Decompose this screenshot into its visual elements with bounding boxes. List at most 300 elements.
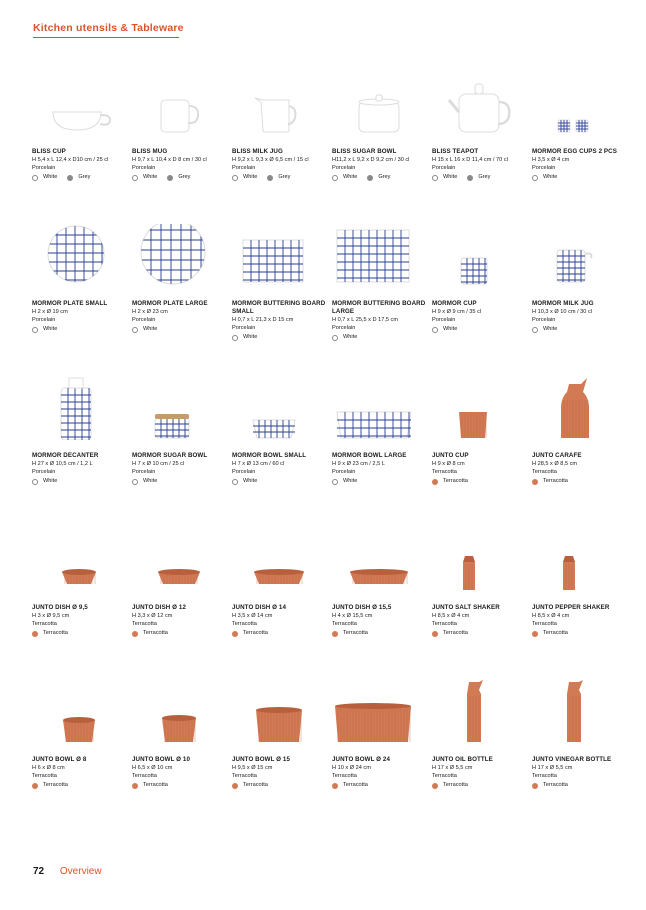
product-card xyxy=(531,72,631,224)
product-meta xyxy=(32,148,130,182)
color-option xyxy=(532,173,557,182)
color-options xyxy=(432,781,530,790)
color-label: Terracotta xyxy=(543,782,568,788)
product-material: Porcelain xyxy=(432,165,456,171)
product-row xyxy=(31,528,631,680)
color-label: White xyxy=(43,326,58,332)
color-swatch xyxy=(532,631,538,637)
color-options xyxy=(132,477,230,486)
dish-icon xyxy=(231,528,327,592)
junto-bowl-icon xyxy=(131,680,227,744)
color-swatch xyxy=(67,175,73,181)
color-label: White xyxy=(443,174,458,180)
color-label: Terracotta xyxy=(43,630,68,636)
product-name: JUNTO BOWL Ø 8 xyxy=(32,756,87,763)
product-name: JUNTO DISH Ø 15,5 xyxy=(332,604,392,611)
product-meta xyxy=(132,148,230,182)
color-option xyxy=(132,629,168,638)
product-meta xyxy=(332,452,430,486)
mug-icon xyxy=(131,72,227,136)
color-option xyxy=(432,629,468,638)
color-label: Terracotta xyxy=(243,782,268,788)
product-card xyxy=(131,680,231,832)
product-card xyxy=(131,72,231,224)
color-option xyxy=(232,173,257,182)
color-option xyxy=(32,173,57,182)
product-dimensions: H 2 x Ø 19 cm xyxy=(32,309,68,315)
color-option xyxy=(467,173,490,182)
color-swatch xyxy=(532,783,538,789)
color-swatch xyxy=(232,335,238,341)
color-options xyxy=(332,781,430,790)
mormor-jug-icon xyxy=(531,224,627,288)
color-label: Terracotta xyxy=(443,630,468,636)
board-small-icon xyxy=(231,224,327,288)
product-card xyxy=(131,224,231,376)
color-options xyxy=(232,333,330,342)
product-name: MORMOR EGG CUPS 2 PCS xyxy=(532,148,617,155)
product-card xyxy=(231,72,331,224)
product-card xyxy=(331,224,431,376)
product-dimensions: H11,2 x L 9,2 x D 9,2 cm / 30 cl xyxy=(332,157,410,163)
product-meta xyxy=(432,756,530,790)
color-option xyxy=(432,477,468,486)
color-swatch xyxy=(432,783,438,789)
color-swatch xyxy=(132,783,138,789)
product-meta xyxy=(232,756,330,790)
color-swatch xyxy=(232,175,238,181)
egg-cups-icon xyxy=(531,72,627,136)
product-meta xyxy=(532,604,630,638)
page-footer xyxy=(33,866,102,877)
product-material: Terracotta xyxy=(332,773,357,779)
product-name: JUNTO CARAFE xyxy=(532,452,582,459)
carafe-icon xyxy=(531,376,627,440)
color-option xyxy=(32,477,57,486)
color-options xyxy=(232,781,330,790)
color-swatch xyxy=(432,631,438,637)
product-card xyxy=(331,680,431,832)
color-option xyxy=(332,173,357,182)
color-swatch xyxy=(332,175,338,181)
product-dimensions: H 17 x Ø 5,5 cm xyxy=(432,765,473,771)
product-meta xyxy=(432,452,530,486)
product-name: BLISS SUGAR BOWL xyxy=(332,148,397,155)
color-swatch xyxy=(32,175,38,181)
product-meta xyxy=(232,148,330,182)
product-dimensions: H 3 x Ø 9,5 cm xyxy=(32,613,70,619)
product-card xyxy=(531,376,631,528)
product-material: Porcelain xyxy=(332,165,356,171)
color-options xyxy=(432,629,530,638)
product-dimensions: H 6,5 x Ø 10 cm xyxy=(132,765,173,771)
product-row xyxy=(31,376,631,528)
color-option xyxy=(132,325,157,334)
product-card xyxy=(431,72,531,224)
color-label: Terracotta xyxy=(543,630,568,636)
color-label: White xyxy=(243,174,258,180)
product-meta xyxy=(32,300,130,334)
pepper-shaker-icon xyxy=(531,528,627,592)
product-material: Porcelain xyxy=(32,317,56,323)
dish-icon xyxy=(331,528,427,592)
color-swatch xyxy=(267,175,273,181)
product-row xyxy=(31,680,631,832)
product-card xyxy=(31,72,131,224)
vinegar-bottle-icon xyxy=(531,680,627,744)
color-swatch xyxy=(232,479,238,485)
color-swatch xyxy=(332,479,338,485)
color-option xyxy=(67,173,90,182)
product-card xyxy=(431,528,531,680)
color-options xyxy=(132,629,230,638)
color-option xyxy=(532,629,568,638)
color-options xyxy=(532,325,630,334)
product-name: JUNTO PEPPER SHAKER xyxy=(532,604,610,611)
product-card xyxy=(431,680,531,832)
product-name: MORMOR BOWL SMALL xyxy=(232,452,307,459)
product-meta xyxy=(232,300,330,342)
product-material: Porcelain xyxy=(432,317,456,323)
product-dimensions: H 0,7 x L 25,5 x D 17,5 cm xyxy=(332,317,399,323)
color-options xyxy=(232,477,330,486)
board-large-icon xyxy=(331,224,427,288)
plate-large-icon xyxy=(131,224,227,288)
junto-bowl-icon xyxy=(31,680,127,744)
mormor-bowl-small-icon xyxy=(231,376,327,440)
page-header xyxy=(33,22,184,38)
title-underline xyxy=(33,37,179,38)
product-material: Porcelain xyxy=(532,165,556,171)
product-name: MORMOR BUTTERING BOARD LARGE xyxy=(332,300,426,315)
color-label: Grey xyxy=(278,174,291,180)
color-label: White xyxy=(43,174,58,180)
product-dimensions: H 7 x Ø 13 cm / 60 cl xyxy=(232,461,285,467)
teapot-icon xyxy=(431,72,527,136)
product-material: Porcelain xyxy=(132,317,156,323)
color-option xyxy=(432,781,468,790)
product-name: JUNTO BOWL Ø 24 xyxy=(332,756,390,763)
color-label: White xyxy=(243,334,258,340)
color-swatch xyxy=(32,631,38,637)
salt-shaker-icon xyxy=(431,528,527,592)
color-label: Grey xyxy=(378,174,391,180)
color-label: Terracotta xyxy=(443,782,468,788)
product-material: Terracotta xyxy=(332,621,357,627)
product-card xyxy=(31,528,131,680)
product-material: Terracotta xyxy=(132,773,157,779)
color-label: White xyxy=(343,478,358,484)
product-name: JUNTO BOWL Ø 10 xyxy=(132,756,190,763)
product-name: MORMOR SUGAR BOWL xyxy=(132,452,208,459)
decanter-icon xyxy=(31,376,127,440)
product-meta xyxy=(32,756,130,790)
color-label: White xyxy=(543,174,558,180)
plate-small-icon xyxy=(31,224,127,288)
color-option xyxy=(532,325,557,334)
color-options xyxy=(232,629,330,638)
product-material: Terracotta xyxy=(532,621,557,627)
product-dimensions: H 0,7 x L 21,3 x D 15 cm xyxy=(232,317,294,323)
color-label: Grey xyxy=(178,174,191,180)
product-name: MORMOR BUTTERING BOARD SMALL xyxy=(232,300,326,315)
color-label: Grey xyxy=(78,174,91,180)
product-dimensions: H 3,5 x Ø 4 cm xyxy=(532,157,570,163)
product-card xyxy=(531,680,631,832)
product-material: Porcelain xyxy=(532,317,556,323)
product-dimensions: H 3,5 x Ø 14 cm xyxy=(232,613,273,619)
product-meta xyxy=(332,756,430,790)
color-swatch xyxy=(232,783,238,789)
color-label: Terracotta xyxy=(443,478,468,484)
color-option xyxy=(532,781,568,790)
product-name: MORMOR PLATE LARGE xyxy=(132,300,208,307)
product-card xyxy=(231,224,331,376)
product-name: MORMOR DECANTER xyxy=(32,452,99,459)
product-card xyxy=(31,680,131,832)
product-meta xyxy=(532,452,630,486)
product-material: Porcelain xyxy=(332,469,356,475)
product-meta xyxy=(332,604,430,638)
color-options xyxy=(232,173,330,182)
color-options xyxy=(432,173,530,182)
color-label: White xyxy=(343,174,358,180)
product-name: JUNTO CUP xyxy=(432,452,469,459)
color-option xyxy=(32,325,57,334)
color-options xyxy=(32,477,130,486)
product-material: Terracotta xyxy=(32,621,57,627)
product-meta xyxy=(432,148,530,182)
color-swatch xyxy=(432,175,438,181)
color-label: Terracotta xyxy=(243,630,268,636)
color-options xyxy=(332,333,430,342)
color-swatch xyxy=(32,783,38,789)
product-card xyxy=(31,224,131,376)
product-card xyxy=(131,528,231,680)
color-label: Terracotta xyxy=(43,782,68,788)
product-dimensions: H 17 x Ø 5,5 cm xyxy=(532,765,573,771)
product-material: Porcelain xyxy=(332,325,356,331)
product-meta xyxy=(532,300,630,334)
product-dimensions: H 10 x Ø 24 cm xyxy=(332,765,371,771)
color-options xyxy=(32,629,130,638)
product-meta xyxy=(232,604,330,638)
section-title: Kitchen utensils & Tableware xyxy=(33,22,184,34)
color-label: White xyxy=(143,326,158,332)
product-name: BLISS TEAPOT xyxy=(432,148,479,155)
color-swatch xyxy=(332,783,338,789)
color-option xyxy=(332,781,368,790)
product-dimensions: H 4 x Ø 15,5 cm xyxy=(332,613,373,619)
product-name: JUNTO DISH Ø 12 xyxy=(132,604,186,611)
product-name: BLISS CUP xyxy=(32,148,66,155)
product-dimensions: H 7 x Ø 10 cm / 25 cl xyxy=(132,461,185,467)
color-label: Terracotta xyxy=(343,782,368,788)
product-card xyxy=(131,376,231,528)
product-material: Porcelain xyxy=(132,165,156,171)
color-label: Terracotta xyxy=(143,782,168,788)
color-swatch xyxy=(167,175,173,181)
mormor-bowl-large-icon xyxy=(331,376,427,440)
color-label: White xyxy=(343,334,358,340)
color-options xyxy=(332,477,430,486)
product-row xyxy=(31,72,631,224)
product-meta xyxy=(132,604,230,638)
product-meta xyxy=(532,148,630,182)
product-name: JUNTO DISH Ø 14 xyxy=(232,604,286,611)
color-option xyxy=(332,629,368,638)
product-dimensions: H 9,2 x L 9,3 x Ø 6,5 cm / 15 cl xyxy=(232,157,309,163)
product-meta xyxy=(32,452,130,486)
color-label: White xyxy=(143,174,158,180)
color-option xyxy=(432,325,457,334)
product-dimensions: H 8,5 x Ø 4 cm xyxy=(532,613,570,619)
color-swatch xyxy=(367,175,373,181)
product-card xyxy=(231,528,331,680)
oil-bottle-icon xyxy=(431,680,527,744)
product-material: Porcelain xyxy=(132,469,156,475)
color-label: Terracotta xyxy=(143,630,168,636)
product-material: Porcelain xyxy=(232,325,256,331)
color-options xyxy=(132,173,230,182)
color-option xyxy=(167,173,190,182)
product-dimensions: H 2 x Ø 23 cm xyxy=(132,309,168,315)
color-swatch xyxy=(532,175,538,181)
color-option xyxy=(132,173,157,182)
color-label: Terracotta xyxy=(343,630,368,636)
color-option xyxy=(232,477,257,486)
product-dimensions: H 28,5 x Ø 8,5 cm xyxy=(532,461,578,467)
product-card xyxy=(331,376,431,528)
product-name: MORMOR BOWL LARGE xyxy=(332,452,407,459)
product-meta xyxy=(232,452,330,486)
product-card xyxy=(31,376,131,528)
product-material: Terracotta xyxy=(432,469,457,475)
product-material: Terracotta xyxy=(232,621,257,627)
color-option xyxy=(232,333,257,342)
color-label: Grey xyxy=(478,174,491,180)
product-name: BLISS MILK JUG xyxy=(232,148,283,155)
color-options xyxy=(432,325,530,334)
product-name: JUNTO VINEGAR BOTTLE xyxy=(532,756,612,763)
product-material: Terracotta xyxy=(532,469,557,475)
product-meta xyxy=(132,300,230,334)
product-name: JUNTO DISH Ø 9,5 xyxy=(32,604,88,611)
footer-section-title: Overview xyxy=(59,866,102,877)
product-card xyxy=(431,224,531,376)
product-name: JUNTO SALT SHAKER xyxy=(432,604,500,611)
milk-jug-icon xyxy=(231,72,327,136)
junto-bowl-icon xyxy=(231,680,327,744)
product-dimensions: H 9,5 x Ø 15 cm xyxy=(232,765,273,771)
product-dimensions: H 10,3 x Ø 10 cm / 30 cl xyxy=(532,309,593,315)
color-option xyxy=(132,781,168,790)
color-swatch xyxy=(432,479,438,485)
color-swatch xyxy=(332,631,338,637)
color-option xyxy=(332,333,357,342)
product-dimensions: H 3,3 x Ø 12 cm xyxy=(132,613,173,619)
color-option xyxy=(32,781,68,790)
product-meta xyxy=(332,148,430,182)
product-dimensions: H 9,7 x L 10,4 x D 8 cm / 30 cl xyxy=(132,157,207,163)
color-label: White xyxy=(543,326,558,332)
product-meta xyxy=(332,300,430,342)
product-dimensions: H 8,5 x Ø 4 cm xyxy=(432,613,470,619)
product-material: Porcelain xyxy=(32,165,56,171)
color-options xyxy=(532,477,630,486)
color-options xyxy=(32,325,130,334)
color-label: White xyxy=(243,478,258,484)
color-option xyxy=(332,477,357,486)
color-options xyxy=(532,629,630,638)
product-material: Terracotta xyxy=(432,621,457,627)
color-options xyxy=(532,781,630,790)
color-option xyxy=(32,629,68,638)
mormor-sugar-bowl-icon xyxy=(131,376,227,440)
color-swatch xyxy=(132,175,138,181)
dish-icon xyxy=(31,528,127,592)
color-options xyxy=(332,173,430,182)
product-dimensions: H 15 x L 16 x D 11,4 cm / 70 cl xyxy=(432,157,508,163)
cup-icon xyxy=(31,72,127,136)
product-meta xyxy=(132,756,230,790)
color-option xyxy=(232,629,268,638)
junto-bowl-icon xyxy=(331,680,427,744)
product-meta xyxy=(432,300,530,334)
color-label: White xyxy=(443,326,458,332)
product-card xyxy=(231,376,331,528)
product-material: Terracotta xyxy=(132,621,157,627)
color-option xyxy=(532,477,568,486)
sugar-bowl-icon xyxy=(331,72,427,136)
color-swatch xyxy=(532,327,538,333)
product-card xyxy=(531,528,631,680)
color-option xyxy=(232,781,268,790)
product-name: MORMOR PLATE SMALL xyxy=(32,300,108,307)
product-material: Terracotta xyxy=(432,773,457,779)
color-options xyxy=(132,325,230,334)
mormor-cup-icon xyxy=(431,224,527,288)
product-name: BLISS MUG xyxy=(132,148,168,155)
product-material: Porcelain xyxy=(232,469,256,475)
color-swatch xyxy=(32,327,38,333)
product-grid xyxy=(31,72,631,832)
product-card xyxy=(431,376,531,528)
color-options xyxy=(332,629,430,638)
color-options xyxy=(32,173,130,182)
page-number: 72 xyxy=(33,866,45,877)
product-material: Terracotta xyxy=(532,773,557,779)
color-swatch xyxy=(32,479,38,485)
color-option xyxy=(267,173,290,182)
color-options xyxy=(132,781,230,790)
color-swatch xyxy=(132,631,138,637)
product-dimensions: H 9 x Ø 9 cm / 35 cl xyxy=(432,309,482,315)
junto-cup-icon xyxy=(431,376,527,440)
product-meta xyxy=(432,604,530,638)
color-label: White xyxy=(43,478,58,484)
product-dimensions: H 9 x Ø 8 cm xyxy=(432,461,465,467)
color-swatch xyxy=(432,327,438,333)
color-swatch xyxy=(132,479,138,485)
color-options xyxy=(532,173,630,182)
color-option xyxy=(132,477,157,486)
product-meta xyxy=(132,452,230,486)
color-swatch xyxy=(332,335,338,341)
product-name: JUNTO OIL BOTTLE xyxy=(432,756,493,763)
product-card xyxy=(231,680,331,832)
color-option xyxy=(367,173,390,182)
